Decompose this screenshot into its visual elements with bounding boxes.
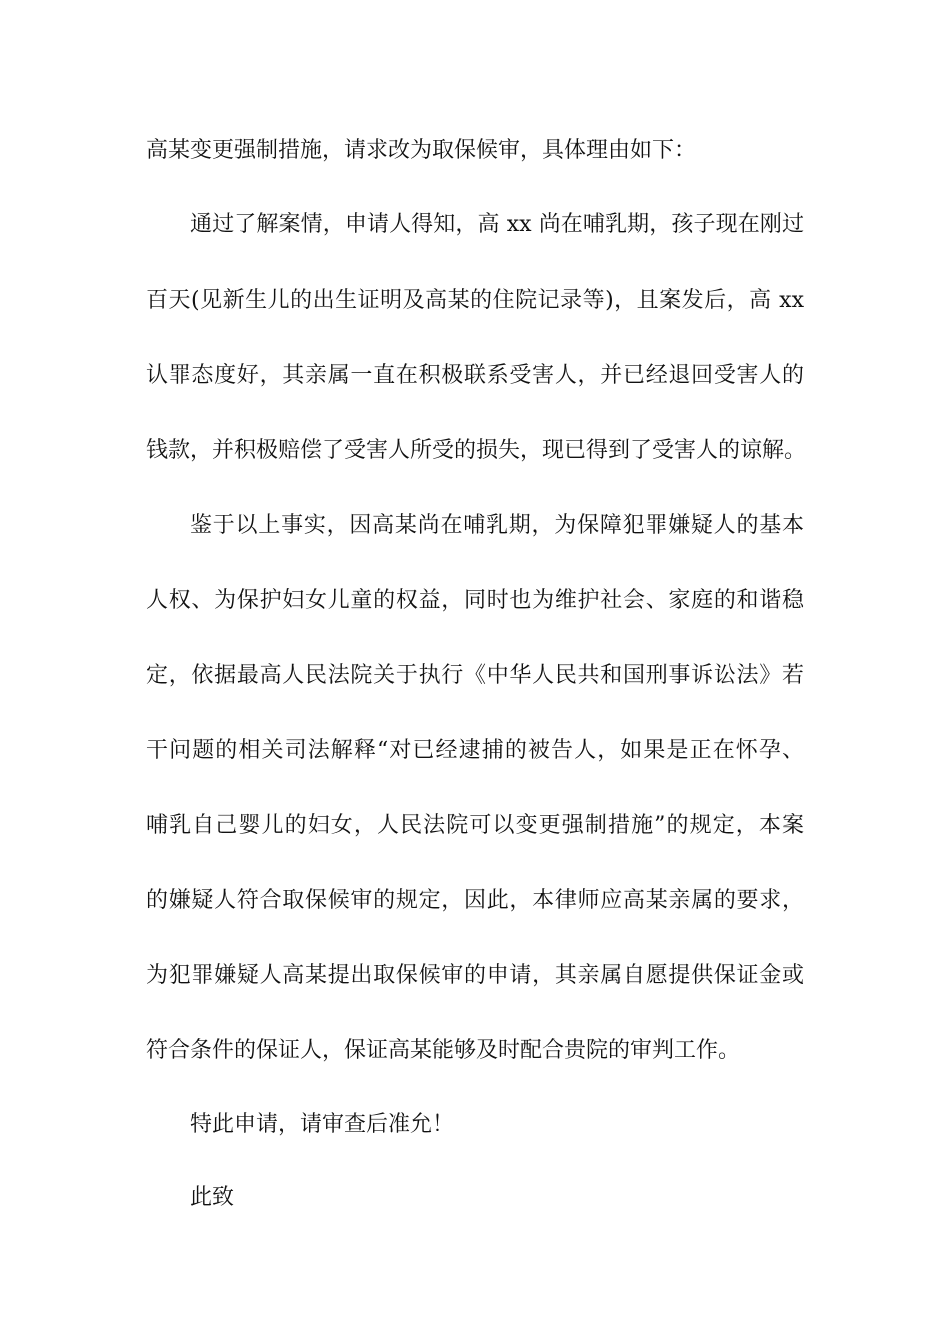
text-line-3: 百天(见新生儿的出生证明及高某的住院记录等)，且案发后，高 xx [146,288,804,313]
text-line-4: 认罪态度好，其亲属一直在积极联系受害人，并已经退回受害人的 [146,363,804,388]
text-line-12: 为犯罪嫌疑人高某提出取保候审的申请，其亲属自愿提供保证金或 [146,963,804,988]
text-line-1: 高某变更强制措施，请求改为取保候审，具体理由如下： [146,138,697,163]
text-line-6: 鉴于以上事实，因高某尚在哺乳期，为保障犯罪嫌疑人的基本 [190,513,804,538]
text-line-8: 定，依据最高人民法院关于执行《中华人民共和国刑事诉讼法》若 [146,663,804,688]
text-line-2: 通过了解案情，申请人得知，高 xx 尚在哺乳期，孩子现在刚过 [190,212,804,237]
text-line-7: 人权、为保护妇女儿童的权益，同时也为维护社会、家庭的和谐稳 [146,588,804,613]
text-line-10: 哺乳自己婴儿的妇女，人民法院可以变更强制措施”的规定，本案 [146,813,804,838]
text-line-9: 干问题的相关司法解释“对已经逮捕的被告人，如果是正在怀孕、 [146,738,804,763]
text-line-15: 此致 [190,1185,235,1210]
text-line-14: 特此申请，请审查后准允！ [190,1112,455,1137]
text-line-11: 的嫌疑人符合取保候审的规定，因此，本律师应高某亲属的要求， [146,888,804,913]
text-line-5: 钱款，并积极赔偿了受害人所受的损失，现已得到了受害人的谅解。 [146,438,807,463]
text-line-13: 符合条件的保证人，保证高某能够及时配合贵院的审判工作。 [146,1038,741,1063]
